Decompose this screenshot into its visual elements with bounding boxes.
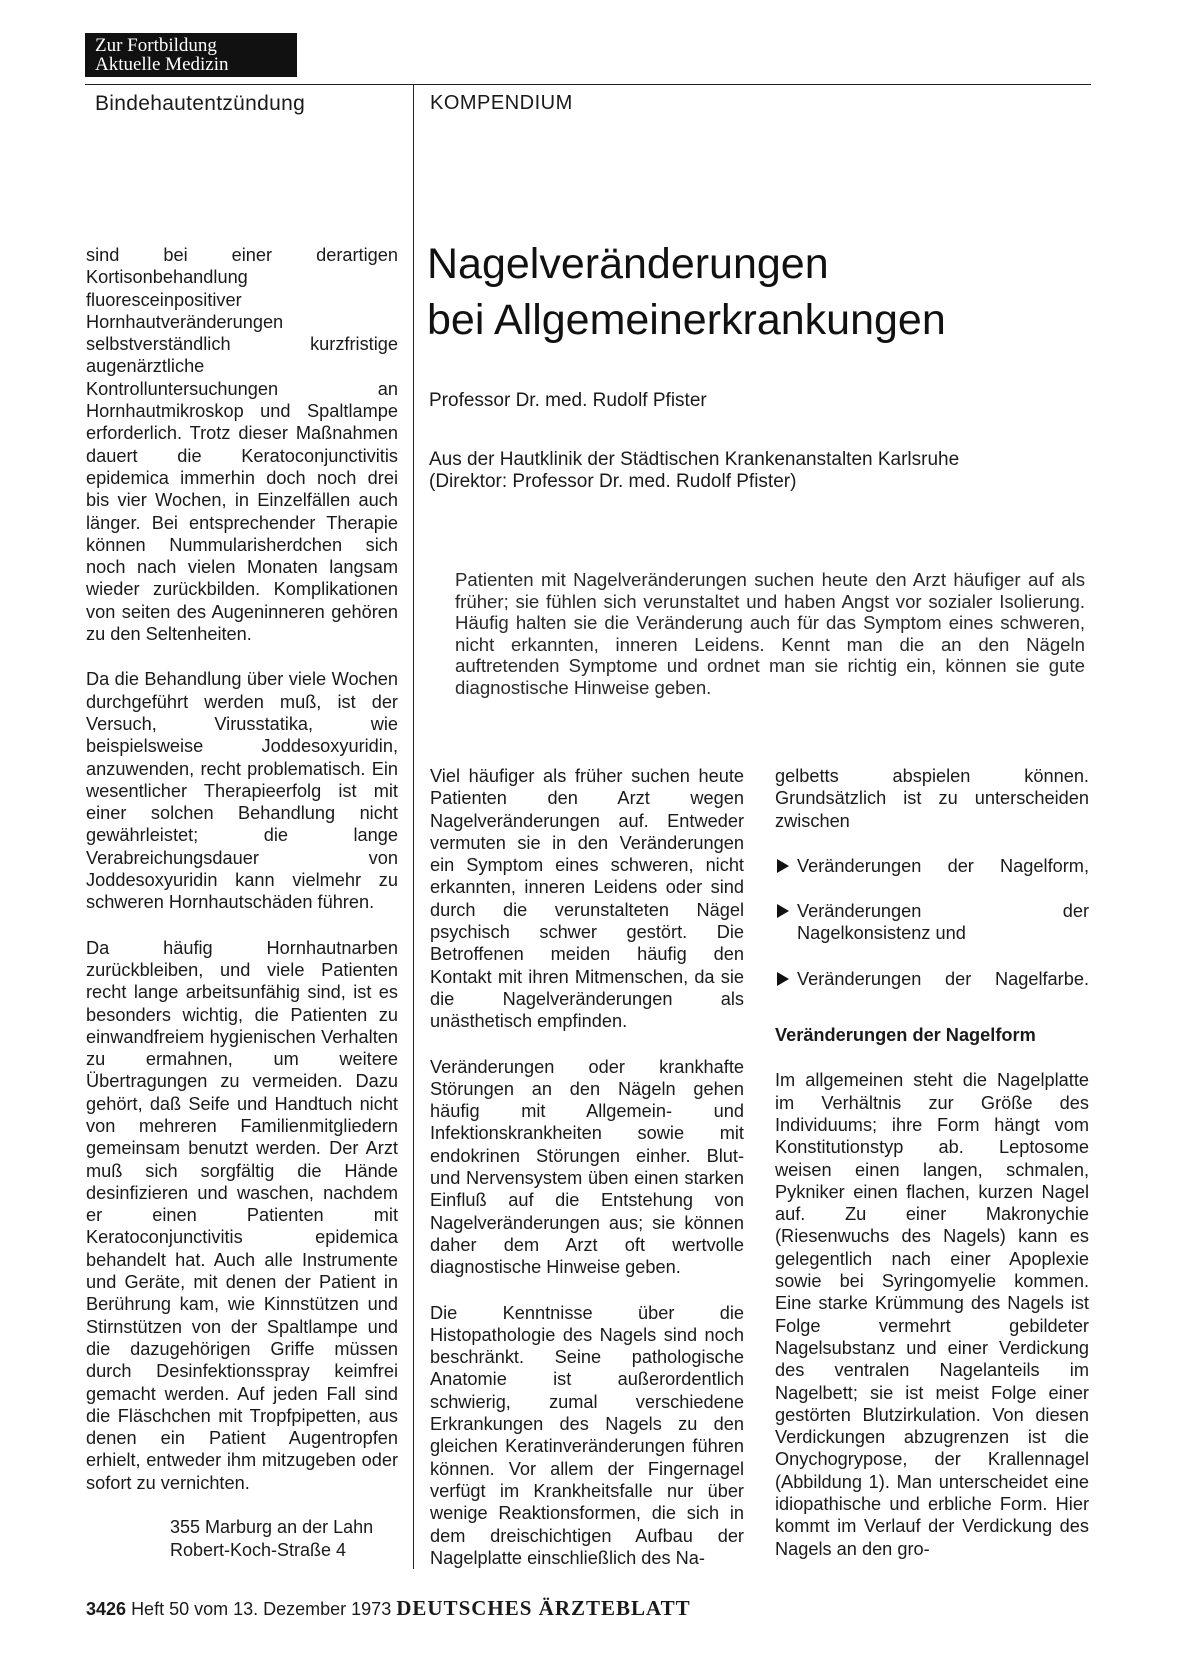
- left-paragraph-1: sind bei einer derartigen Kortisonbehandlung fluoresceinpositiver Hornhautveränderungen selbstverständlich kurzfristige augenärztliche Kontrolluntersuchungen an Hornhautmikroskop und Spaltlampe erforderlich. Trotz dieser Maßnahmen dauert die Keratoconjunctivitis epidemica immerhin doch noch drei bis vier Wochen, in Einzelfällen auch länger. Bei entsprechender Therapie können Nummularisherdchen sich noch nach vielen Monaten langsam wieder zurückbilden. Komplikationen von seiten des Augeninneren gehören zu den Seltenheiten.: [86, 245, 398, 645]
- section-tag-line2: Aktuelle Medizin: [95, 54, 229, 75]
- address-line2: Robert-Koch-Straße 4: [170, 1540, 347, 1560]
- bullet-item: [775, 968, 1089, 990]
- article-abstract: Patienten mit Nagelveränderungen suchen heute den Arzt häufiger auf als früher; sie fühlen sich verunstaltet und haben Angst vor sozialer Isolierung. Häufig halten sie die Veränderung auch für das Symptom eines schweren, nicht erkannten, inneren Leidens. Kennt man die an den Nägeln auftretenden Symptome und ordnet man sie richtig ein, können sie gute diagnostische Hinweise geben.: [455, 569, 1085, 698]
- title-line1: Nagelveränderungen: [427, 240, 829, 288]
- article-title: [427, 236, 1087, 348]
- page-number: 3426: [86, 1599, 127, 1619]
- right-column: [775, 765, 1089, 1583]
- triangle-bullet-icon: [777, 904, 789, 918]
- bullet-list: [775, 855, 1089, 990]
- article-author: Professor Dr. med. Rudolf Pfister: [429, 390, 707, 411]
- section-tag: [85, 33, 297, 77]
- left-paragraph-3: Da häufig Hornhautnarben zurückbleiben, und viele Patienten recht lange arbeitsunfähig sind, ist es besonders wichtig, die Patienten zu einwandfreiem hygienischen Verhalten zu ermahnen, um weitere Übertragungen zu vermeiden. Dazu gehört, daß Seife und Handtuch nicht von mehreren Familienmitgliedern gemeinsam benutzt werden. Der Arzt muß sich sorgfältig die Hände desinfizieren und waschen, nachdem er einen Patienten mit Keratoconjunctivitis epidemica behandelt hat. Auch alle Instrumente und Geräte, mit denen der Patient in Berührung kam, wie Kinnstützen und Stirnstützen von der Spaltlampe und die dazugehörigen Griffe müssen durch Desinfektionsspray keimfrei gemacht werden. Auf jeden Fall sind die Fläschchen mit Tropfpipetten, aus denen ein Patient Augentropfen erhielt, entweder ihm mitzugeben oder sofort zu vernichten.: [86, 937, 398, 1493]
- triangle-bullet-icon: [777, 972, 789, 986]
- column-divider: [413, 84, 414, 1569]
- middle-paragraph-1: Viel häufiger als früher suchen heute Patienten den Arzt wegen Nagelveränderungen auf. Entweder vermuten sie in den Veränderungen ein Symptom eines schweren, nicht erkannten, inneren Leidens oder sind durch die verunstalteten Nägel psychisch schwer gestört. Die Betroffenen meiden häufig den Kontakt mit ihren Mitmenschen, da sie die Nagelveränderungen als unästhetisch empfinden.: [430, 766, 744, 1032]
- article-affiliation: [429, 449, 1069, 493]
- bullet-item: [775, 855, 1089, 877]
- page-footer: [86, 1596, 691, 1621]
- triangle-bullet-icon: [777, 859, 789, 873]
- bullet-text: Veränderungen der Nagelkonsistenz und: [797, 901, 1089, 944]
- author-address: [170, 1516, 373, 1562]
- running-head-right: KOMPENDIUM: [430, 92, 573, 114]
- bullet-text: Veränderungen der Nagelfarbe.: [797, 968, 1089, 989]
- section-tag-line1: Zur Fortbildung: [95, 35, 217, 56]
- middle-paragraph-3: Die Kenntnisse über die Histopathologie des Nagels sind noch beschränkt. Seine pathologische Anatomie ist außerordentlich schwierig, zumal verschiedene Erkrankungen des Nagels zu den gleichen Keratinveränderungen führen können. Vor allem der Fingernagel verfügt im Krankheitsfalle nur über wenige Reaktionsformen, die sich in dem dreischichtigen Aufbau der Nagelplatte einschließlich des Na-: [430, 1302, 744, 1568]
- header-rule: [85, 84, 1091, 85]
- affiliation-line2: (Direktor: Professor Dr. med. Rudolf Pfister): [429, 471, 797, 492]
- title-line2: bei Allgemeinerkrankungen: [427, 296, 946, 344]
- left-paragraph-2: Da die Behandlung über viele Wochen durchgeführt werden muß, ist der Versuch, Virusstatika, wie beispielsweise Joddesoxyuridin, anzuwenden, recht problematisch. Ein wesentlicher Therapieerfolg ist mit einer solchen Behandlung nicht gewährleistet; die lange Verabreichungsdauer von Joddesoxyuridin kann vielmehr zu schweren Hornhautschäden führen.: [86, 669, 398, 913]
- section-subheading: Veränderungen der Nagelform: [775, 1025, 1036, 1046]
- right-intro: gelbetts abspielen können. Grundsätzlich ist zu unterscheiden zwischen: [775, 766, 1089, 831]
- right-body: Im allgemeinen steht die Nagelplatte im Verhältnis zur Größe des Individuums; ihre Form hängt vom Konstitutionstyp ab. Leptosome weisen einen langen, schmalen, Pykniker einen flachen, kurzen Nagel auf. Zu einer Makronychie (Riesenwuchs des Nagels) kann es gelegentlich nach einer Apoplexie sowie bei Syringomyelie kommen. Eine starke Krümmung des Nagels ist Folge vermehrt gebildeter Nagelsubstanz und einer Verdickung des ventralen Nagelanteils im Nagelbett; sie ist meist Folge einer gestörten Blutzirkulation. Von diesen Verdickungen abzugrenzen ist die Onychogrypose, der Krallennagel (Abbildung 1). Man unterscheidet eine idiopathische und erbliche Form. Hier kommt im Verlauf der Verdickung des Nagels an den gro-: [775, 1070, 1089, 1559]
- middle-column: [430, 765, 744, 1592]
- bullet-text: Veränderungen der Nagelform,: [797, 855, 1089, 876]
- middle-paragraph-2: Veränderungen oder krankhafte Störungen an den Nägeln gehen häufig mit Allgemein- und Infektionskrankheiten sowie mit endokrinen Störungen einher. Blut- und Nervensystem üben einen starken Einfluß auf die Entstehung von Nagelveränderungen aus; sie können daher dem Arzt oft wertvolle diagnostische Hinweise geben.: [430, 1056, 744, 1278]
- journal-name: DEUTSCHES ÄRZTEBLATT: [396, 1596, 691, 1620]
- issue-info: Heft 50 vom 13. Dezember 1973: [131, 1599, 392, 1619]
- running-head-left: Bindehautentzündung: [95, 92, 306, 115]
- bullet-item: [775, 900, 1089, 945]
- affiliation-line1: Aus der Hautklinik der Städtischen Krankenanstalten Karlsruhe: [429, 449, 960, 470]
- address-line1: 355 Marburg an der Lahn: [170, 1517, 374, 1537]
- left-column: [86, 244, 398, 1517]
